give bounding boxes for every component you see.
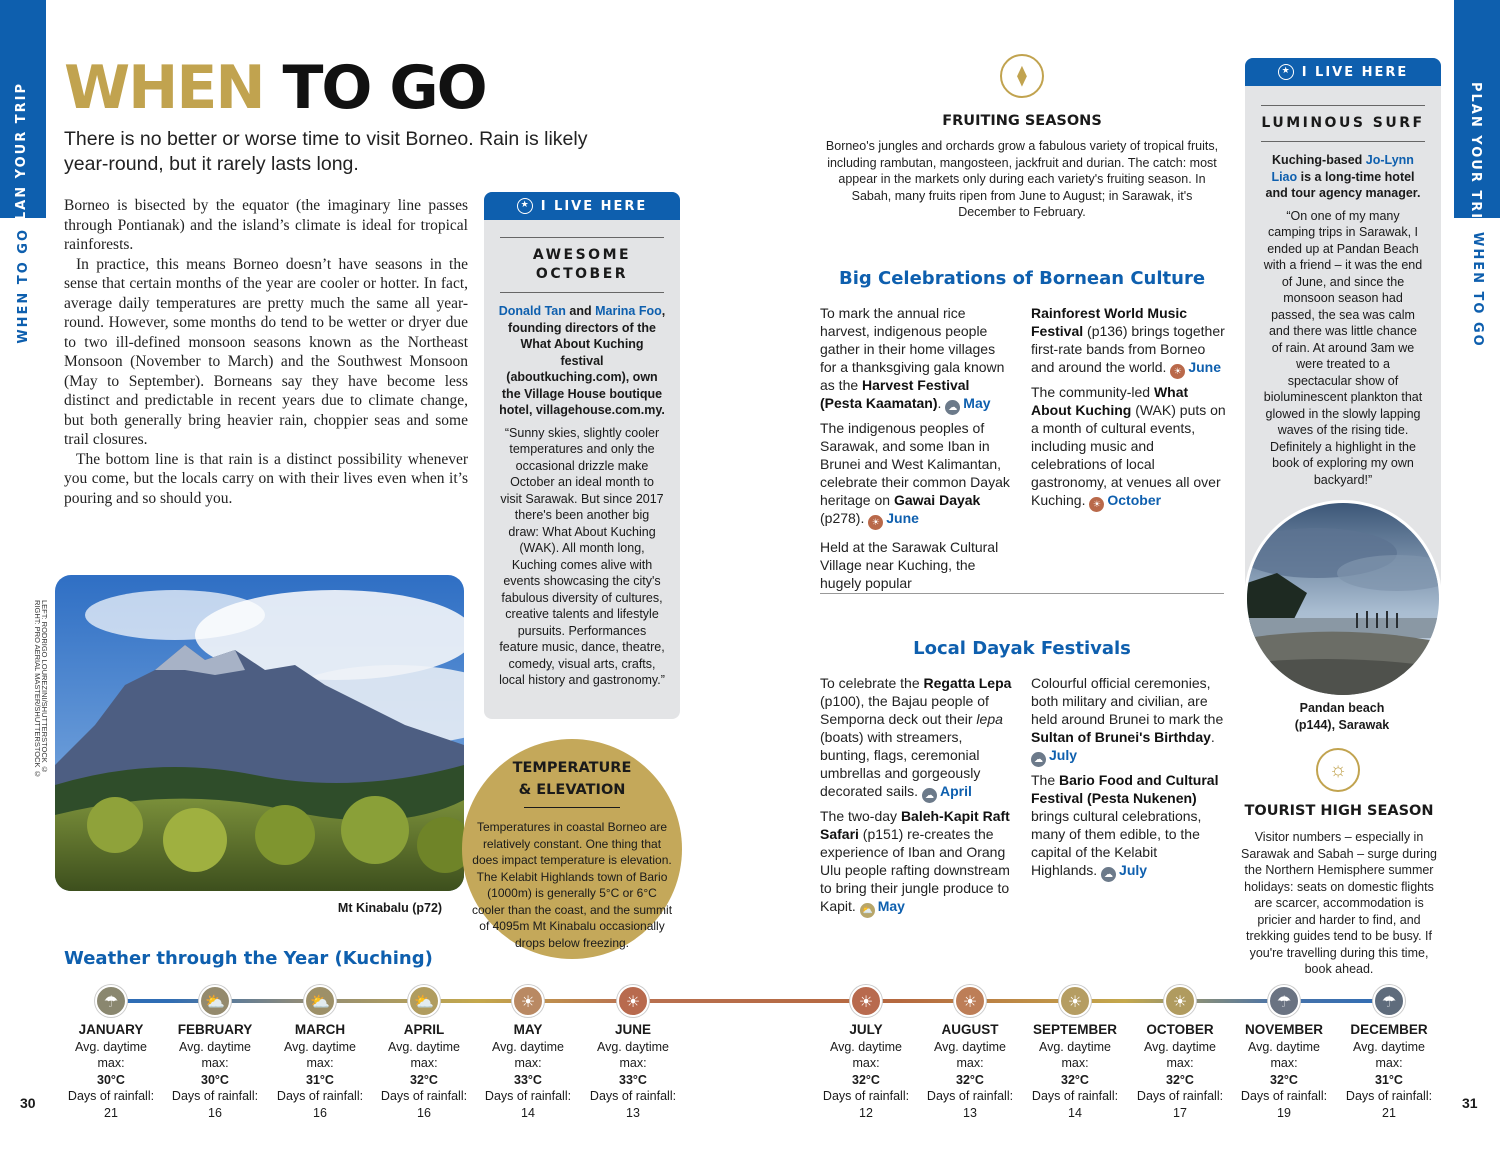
weather-month-march xyxy=(270,1022,370,1121)
i-live-here-label: I LIVE HERE xyxy=(1301,64,1409,80)
rainfall-label: Days of rainfall: xyxy=(484,1089,572,1103)
festival-sultan-name: Sultan of Brunei's Birthday xyxy=(1031,729,1211,745)
sun-cloud-icon: ⛅ xyxy=(408,985,440,1017)
sun-cloud-icon: ⛅ xyxy=(199,985,231,1017)
festival-regatta-rest2: (boats) with streamers, bunting, flags, ceremonial umbrellas and gorgeously decorated sails. xyxy=(820,729,981,799)
celebration-gawai xyxy=(820,419,1015,530)
right-tab-plan-your-trip: PLAN YOUR TRIP xyxy=(1468,82,1483,232)
festival-sultan-month: July xyxy=(1049,747,1078,763)
tourist-season-title: TOURIST HIGH SEASON xyxy=(1244,803,1434,819)
rainfall-days: 19 xyxy=(1277,1105,1291,1120)
rainfall-days: 17 xyxy=(1173,1105,1187,1120)
festival-baleh-month: May xyxy=(877,898,905,914)
celebration-rwmf xyxy=(1031,304,1227,379)
rainfall-label: Days of rainfall: xyxy=(822,1089,910,1103)
sun-cloud-icon: ⛅ xyxy=(304,985,336,1017)
and-text: and xyxy=(569,304,592,318)
divider xyxy=(1261,141,1425,142)
box-lead xyxy=(498,303,666,419)
left-tab-plan-your-trip: PLAN YOUR TRIP xyxy=(14,82,29,232)
sun-icon: ☀ xyxy=(954,985,986,1017)
tourist-season-text: Visitor numbers – especially in Sarawak and Sabah – surge during the Northern Hemisphere summer holidays: seats on domestic flights are scarcer, accommodation is pricier and harder to find, and trekking guides tend to be busy. If you're travelling during this time, book ahead. xyxy=(1241,830,1437,976)
sun-cloud-month-icon: ⛅ xyxy=(860,903,875,918)
divider xyxy=(500,237,664,238)
festival-bario-month: July xyxy=(1119,862,1148,878)
dayak-title: Local Dayak Festivals xyxy=(913,638,1131,659)
weather-title: Weather through the Year (Kuching) xyxy=(64,948,433,969)
celebration-gawai-ref: (p278). xyxy=(820,510,865,526)
photo-credit: LEFT: RODRIGO LOUREZINI/SHUTTERSTOCK © RIGHT: PRO AERIAL MASTER/SHUTTERSTOCK © xyxy=(33,600,49,779)
sun-month-icon: ☀ xyxy=(868,515,883,530)
left-page-number: 30 xyxy=(20,1095,36,1111)
festival-baleh-kapit xyxy=(820,807,1016,918)
rainfall-days: 14 xyxy=(1068,1105,1082,1120)
rainfall-days: 16 xyxy=(208,1105,222,1120)
sun-icon: ☀ xyxy=(617,985,649,1017)
festival-sultan-birthday: Colourful official ceremonies, both military and civilian, are held around Brunei to mark the Sultan of Brunei's Birthday. ☁ July xyxy=(1031,674,1227,767)
cloud-month-icon: ☁ xyxy=(945,400,960,415)
avg-temp-value: 31°C xyxy=(1375,1072,1403,1087)
month-name: MAY xyxy=(513,1022,543,1037)
pineapple-icon: ⧫ xyxy=(1000,54,1044,98)
festival-regatta-rest1: (p100), the Bajau people of Semporna deck out their xyxy=(820,693,989,727)
rainfall-days: 13 xyxy=(626,1105,640,1120)
celebration-harvest-text: To mark the annual rice harvest, indigenous people gather in their home villages for a thanksgiving gala known as the xyxy=(820,305,1005,393)
fruiting-seasons-title: FRUITING SEASONS xyxy=(942,113,1102,129)
avg-temp-label: Avg. daytime max: xyxy=(178,1039,252,1070)
avg-temp-value: 33°C xyxy=(514,1072,542,1087)
sun-month-icon: ☀ xyxy=(1170,364,1185,379)
right-tab-when-to-go: WHEN TO GO xyxy=(1470,232,1485,348)
temperature-title-line1: TEMPERATURE xyxy=(512,760,632,776)
person-marina-foo: Marina Foo xyxy=(595,304,662,318)
rain-cloud-icon: ☂ xyxy=(1268,985,1300,1017)
i-live-here-label: I LIVE HERE xyxy=(540,198,648,214)
weather-month-april xyxy=(374,1022,474,1121)
festival-bario-rest: brings cultural celebrations, many of them edible, to the capital of the Kelabit Highlands. xyxy=(1031,808,1202,878)
avg-temp-label: Avg. daytime max: xyxy=(829,1039,903,1070)
festival-regatta-text: To celebrate the xyxy=(820,675,924,691)
i-live-here-header xyxy=(484,192,680,220)
rainfall-days: 21 xyxy=(1382,1105,1396,1120)
celebrations-column-1 xyxy=(820,304,1015,596)
sun-icon: ☀ xyxy=(512,985,544,1017)
divider xyxy=(1261,105,1425,106)
weather-month-august xyxy=(920,1022,1020,1121)
month-name: JANUARY xyxy=(78,1022,144,1037)
month-name: MARCH xyxy=(294,1022,346,1037)
celebration-gawai-name: Gawai Dayak xyxy=(893,492,981,508)
rainfall-days: 14 xyxy=(521,1105,535,1120)
temperature-divider xyxy=(524,807,620,808)
month-name: AUGUST xyxy=(941,1022,999,1037)
avg-temp-value: 32°C xyxy=(956,1072,984,1087)
left-tab-when-to-go: WHEN TO GO xyxy=(16,228,31,344)
festival-regatta-name: Regatta Lepa xyxy=(923,675,1012,691)
lead-rest: , founding directors of the What About Kuching festival (aboutkuching.com), own the Village House boutique hotel, villagehouse.com.my. xyxy=(499,304,666,417)
weather-timeline-left xyxy=(116,999,632,1003)
rainfall-label: Days of rainfall: xyxy=(1031,1089,1119,1103)
box-quote: “Sunny skies, slightly cooler temperatures and only the occasional drizzle make October an ideal month to visit Sarawak. But since 2017 there's been another big draw: What About Kuching (WAK). All month long, Kuching comes alive with events showcasing the city's fabulous diversity of cultures, creative talents and lifestyle pursuits. Performances feature music, dance, theatre, comedy, visual arts, crafts, local history and gastronomy.” xyxy=(499,425,665,687)
celebration-wak-text: The community-led xyxy=(1031,384,1154,400)
avg-temp-value: 32°C xyxy=(1270,1072,1298,1087)
body-paragraph-2: In practice, this means Borneo doesn’t have seasons in the sense that certain months of the year are cooler or hotter. In fact, average daily temperatures are pretty much the same all year-round. However, some months do tend to be wetter or dryer due to two ill-defined monsoon seasons known as the Northeast Monsoon (November to March) and the Southwest Monsoon (May to September). Borneans say they have become less distinct and predictable in recent years due to climate change, but both generally bring heavier rain, choppier seas and some trail closures. xyxy=(64,255,468,448)
avg-temp-label: Avg. daytime max: xyxy=(74,1039,148,1070)
celebration-rwmf-text: Held at the Sarawak Cultural Village near Kuching, the hugely popular xyxy=(820,539,999,591)
temperature-title-line2: & ELEVATION xyxy=(518,782,626,798)
rainfall-label: Days of rainfall: xyxy=(589,1089,677,1103)
avg-temp-label: Avg. daytime max: xyxy=(596,1039,670,1070)
avg-temp-value: 33°C xyxy=(619,1072,647,1087)
month-name: JUNE xyxy=(614,1022,651,1037)
rainfall-days: 13 xyxy=(963,1105,977,1120)
month-name: JULY xyxy=(849,1022,883,1037)
intro-text: There is no better or worse time to visit Borneo. Rain is likely year-round, but it rarely lasts long. xyxy=(64,128,588,175)
weather-month-december xyxy=(1339,1022,1439,1121)
festival-baleh-name: Baleh-Kapit Raft Safari xyxy=(820,808,1010,842)
rainfall-label: Days of rainfall: xyxy=(926,1089,1014,1103)
month-name: SEPTEMBER xyxy=(1032,1022,1117,1037)
rainfall-days: 21 xyxy=(104,1105,118,1120)
pandan-beach-photo xyxy=(1244,500,1442,698)
rainfall-label: Days of rainfall: xyxy=(67,1089,155,1103)
body-paragraph-1: Borneo is bisected by the equator (the imaginary line passes through Pontianak) and the island’s climate is ideal for tropical rainforests. xyxy=(64,197,468,253)
month-name: APRIL xyxy=(403,1022,445,1037)
festival-baleh-rest: (p151) re-creates the experience of Iban and Orang Ulu people rafting downstream to bring their jungle produce to Kapit. xyxy=(820,826,1010,914)
sun-icon: ☀ xyxy=(1059,985,1091,1017)
rain-cloud-icon: ☂ xyxy=(1373,985,1405,1017)
mt-kinabalu-caption: Mt Kinabalu (p72) xyxy=(337,901,443,915)
celebration-rwmf-start xyxy=(820,538,1015,592)
mt-kinabalu-photo xyxy=(55,575,464,891)
avg-temp-label: Avg. daytime max: xyxy=(1143,1039,1217,1070)
weather-month-january xyxy=(61,1022,161,1121)
rainfall-label: Days of rainfall: xyxy=(1240,1089,1328,1103)
festival-bario xyxy=(1031,771,1227,882)
beach-image xyxy=(1247,503,1442,698)
month-name: DECEMBER xyxy=(1350,1022,1428,1037)
rainfall-label: Days of rainfall: xyxy=(1345,1089,1433,1103)
rainfall-days: 12 xyxy=(859,1105,873,1120)
celebration-wak-rest: (WAK) puts on a month of cultural events, including music and celebrations of local gastronomy, at venues all over Kuching. xyxy=(1031,402,1226,508)
avg-temp-value: 32°C xyxy=(1166,1072,1194,1087)
celebration-rwmf-rest: (p136) brings together first-rate bands from Borneo and around the world. xyxy=(1031,323,1225,375)
celebration-wak xyxy=(1031,383,1227,512)
festival-baleh-text: The two-day xyxy=(820,808,901,824)
temperature-elevation-circle xyxy=(462,739,682,959)
weather-month-july xyxy=(816,1022,916,1121)
celebrations-column-2 xyxy=(1031,304,1227,516)
person-jo-lynn-liao: Jo-Lynn Liao xyxy=(1271,153,1414,184)
rainfall-label: Days of rainfall: xyxy=(1136,1089,1224,1103)
box-quote: “On one of my many camping trips in Sarawak, I ended up at Pandan Beach with a friend – it was the end of June, and since the monsoon season had passed, the sea was calm and there was little chance of rain. At around 3am we were treated to a spectacular show of bioluminescent plankton that glowed in the slowly lapping waves of the rising tide. Definitely a highlight in the book of exploring my own backyard!” xyxy=(1263,208,1423,487)
avg-temp-value: 32°C xyxy=(852,1072,880,1087)
festival-sultan-text: Colourful official ceremonies, both military and civilian, are held around Brunei to mark the xyxy=(1031,675,1224,727)
avg-temp-label: Avg. daytime max: xyxy=(1352,1039,1426,1070)
mountain-landscape-image xyxy=(55,575,464,891)
festival-regatta-month: April xyxy=(939,783,972,799)
celebration-wak-name: What About Kuching xyxy=(1031,384,1189,418)
month-name: NOVEMBER xyxy=(1244,1022,1323,1037)
right-page-number: 31 xyxy=(1462,1095,1478,1111)
celebration-harvest: To mark the annual rice harvest, indigenous people gather in their home villages for a thanksgiving gala known as the Harvest Festival (Pesta Kaamatan). ☁ May xyxy=(820,304,1015,415)
body-paragraph-3: The bottom line is that rain is a distinct possibility whenever you come, but the locals carry on with their lives even when it’s pouring and so should you. xyxy=(64,450,468,507)
avg-temp-value: 30°C xyxy=(201,1072,229,1087)
box-lead xyxy=(1263,152,1423,202)
cloud-month-icon: ☁ xyxy=(1101,867,1116,882)
fruiting-seasons-text: Borneo's jungles and orchards grow a fabulous variety of tropical fruits, including rambutan, mangosteen, jackfruit and durian. The catch: most appear in the markets only during each variety's fruiting season. In Sabah, many fruits ripen from June to August; in Sarawak, it's December to February. xyxy=(825,139,1219,219)
rainfall-label: Days of rainfall: xyxy=(276,1089,364,1103)
festival-bario-text: The xyxy=(1031,772,1060,788)
festival-regatta-lepa-word: lepa xyxy=(976,711,1003,727)
cloud-month-icon: ☁ xyxy=(1031,752,1046,767)
temperature-text: Temperatures in coastal Borneo are relatively constant. One thing that does impact temperature is elevation. The Kelabit Highlands town of Bario (1000m) is generally 5°C or 6°C cooler than the coast, and the summit of 4095m Mt Kinabalu occasionally drops below freezing. xyxy=(471,820,673,950)
celebration-rwmf-month: June xyxy=(1188,359,1222,375)
festival-regatta-lepa xyxy=(820,674,1016,803)
celebration-rwmf-name: Rainforest World Music Festival xyxy=(1031,305,1188,339)
i-live-here-box-october xyxy=(484,192,680,719)
section-divider xyxy=(820,593,1224,594)
sun-month-icon: ☀ xyxy=(1089,497,1104,512)
celebration-gawai-month: June xyxy=(886,510,919,526)
lead-rest: is a long-time hotel and tour agency manager. xyxy=(1265,169,1421,200)
avg-temp-label: Avg. daytime max: xyxy=(491,1039,565,1070)
weather-month-october xyxy=(1130,1022,1230,1121)
star-badge-icon: ★ xyxy=(517,198,533,214)
rainfall-days: 16 xyxy=(417,1105,431,1120)
rainfall-label: Days of rainfall: xyxy=(380,1089,468,1103)
dayak-column-1 xyxy=(820,674,1016,922)
rainfall-label: Days of rainfall: xyxy=(171,1089,259,1103)
avg-temp-value: 30°C xyxy=(97,1072,125,1087)
lead-pre: Kuching-based xyxy=(1272,153,1366,167)
avg-temp-value: 31°C xyxy=(306,1072,334,1087)
weather-month-september xyxy=(1025,1022,1125,1121)
title-to-go: TO GO xyxy=(282,53,486,123)
title-when: WHEN xyxy=(64,53,264,123)
celebration-harvest-name: Harvest Festival (Pesta Kaamatan) xyxy=(820,377,970,411)
rainfall-days: 16 xyxy=(313,1105,327,1120)
month-name: FEBRUARY xyxy=(177,1022,253,1037)
sun-icon: ☀ xyxy=(1164,985,1196,1017)
avg-temp-label: Avg. daytime max: xyxy=(283,1039,357,1070)
dayak-column-2 xyxy=(1031,674,1227,886)
temperature-title xyxy=(462,757,682,801)
divider xyxy=(500,292,664,293)
month-name: OCTOBER xyxy=(1146,1022,1214,1037)
avg-temp-value: 32°C xyxy=(410,1072,438,1087)
sun-icon: ☀ xyxy=(850,985,882,1017)
page-title xyxy=(64,53,486,123)
celebrations-title: Big Celebrations of Bornean Culture xyxy=(838,268,1206,289)
avg-temp-value: 32°C xyxy=(1061,1072,1089,1087)
cloud-month-icon: ☁ xyxy=(922,788,937,803)
i-live-here-header xyxy=(1245,58,1441,86)
avg-temp-label: Avg. daytime max: xyxy=(1247,1039,1321,1070)
avg-temp-label: Avg. daytime max: xyxy=(1038,1039,1112,1070)
box-title: LUMINOUS SURF xyxy=(1261,115,1425,131)
celebration-harvest-month: May xyxy=(963,395,991,411)
weather-month-june xyxy=(583,1022,683,1121)
pandan-beach-caption: Pandan beach (p144), Sarawak xyxy=(1294,701,1390,732)
person-donald-tan: Donald Tan xyxy=(498,304,566,318)
body-text xyxy=(64,196,468,508)
avg-temp-label: Avg. daytime max: xyxy=(387,1039,461,1070)
celebration-wak-month: October xyxy=(1107,492,1162,508)
sun-badge-icon: ☼ xyxy=(1316,748,1360,792)
rain-cloud-icon: ☂ xyxy=(95,985,127,1017)
celebration-gawai-text: The indigenous peoples of Sarawak, and some Iban in Brunei and West Kalimantan, celebrate their common Dayak heritage on xyxy=(820,420,1010,508)
weather-month-february xyxy=(165,1022,265,1121)
avg-temp-label: Avg. daytime max: xyxy=(933,1039,1007,1070)
weather-month-november xyxy=(1234,1022,1334,1121)
star-badge-icon: ★ xyxy=(1278,64,1294,80)
weather-month-may xyxy=(478,1022,578,1121)
festival-bario-name: Bario Food and Cultural Festival (Pesta Nukenen) xyxy=(1031,772,1219,806)
box-title: AWESOME OCTOBER xyxy=(532,247,632,282)
